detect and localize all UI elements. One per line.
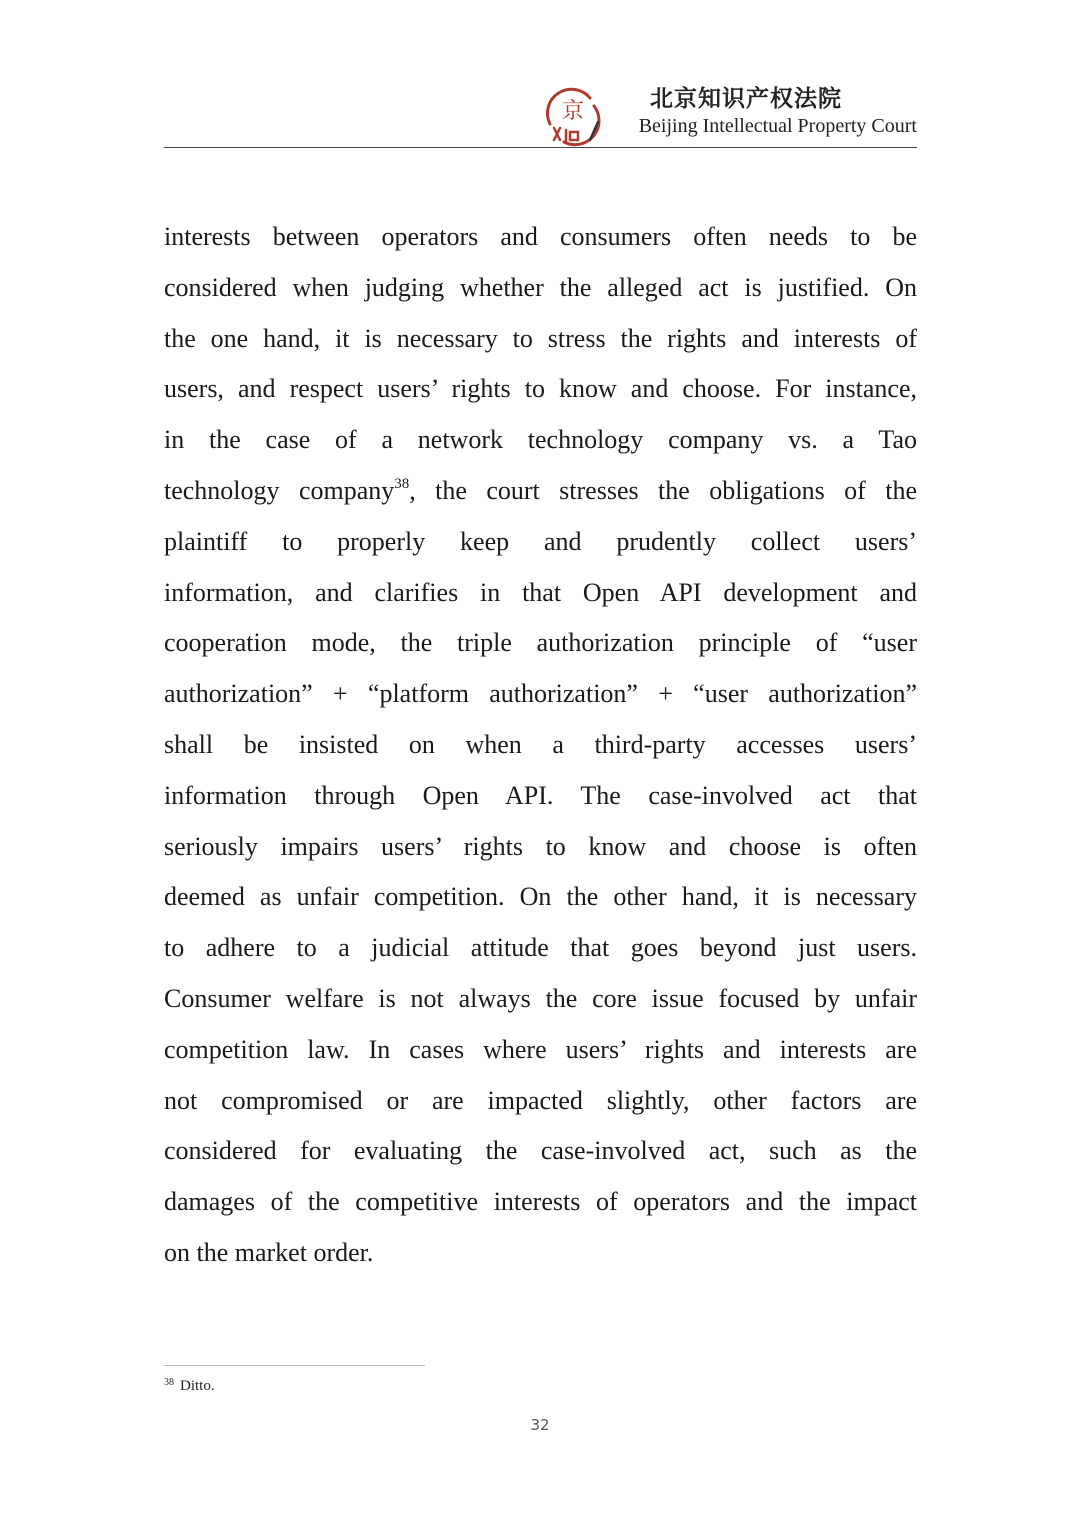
body-line-14: deemed as unfair competition. On the other hand, it is necessary — [164, 882, 917, 912]
body-line-21: on the market order. — [164, 1237, 374, 1267]
body-line-6 — [164, 466, 917, 517]
footnote-mark: 38 — [164, 1377, 174, 1388]
body-line-1: interests between operators and consumers often needs to be — [164, 222, 917, 251]
footnote-reference-38[interactable]: 38 — [394, 475, 410, 492]
body-line-7: plaintiff to properly keep and prudently collect users’ — [164, 526, 917, 556]
body-line-13: seriously impairs users’ rights to know and choose is often — [164, 831, 917, 861]
body-line-12: information through Open API. The case-involved act that — [164, 780, 917, 810]
body-line-20: damages of the competitive interests of operators and the impact — [164, 1187, 917, 1217]
body-line-4: users, and respect users’ rights to know and choose. For instance, — [164, 374, 917, 404]
logo-glyph: 京 — [561, 99, 585, 124]
body-line-6-start: technology company — [164, 475, 395, 505]
court-logo-icon — [540, 84, 604, 148]
body-paragraph — [164, 212, 917, 1279]
body-line-6-end: , the court stresses the obligations of the — [409, 475, 917, 505]
body-line-15: to adhere to a judicial attitude that goes beyond just users. — [164, 933, 917, 963]
footnote — [164, 1377, 215, 1395]
page-header — [164, 78, 917, 148]
body-line-17: competition law. In cases where users’ rights and interests are — [164, 1034, 917, 1064]
footnote-text: Ditto. — [180, 1378, 215, 1394]
footnote-divider — [164, 1365, 425, 1366]
court-name-chinese: 北京知识产权法院 — [650, 86, 842, 112]
body-line-3: the one hand, it is necessary to stress the rights and interests of — [164, 323, 917, 353]
body-line-2: considered when judging whether the alleged act is justified. On — [164, 272, 917, 302]
body-line-18: not compromised or are impacted slightly, other factors are — [164, 1085, 917, 1115]
court-name-english: Beijing Intellectual Property Court — [638, 115, 917, 137]
body-line-10: authorization” + “platform authorization” + “user authorization” — [164, 679, 917, 709]
body-line-11: shall be insisted on when a third-party accesses users’ — [164, 729, 917, 759]
body-line-16: Consumer welfare is not always the core issue focused by unfair — [164, 983, 917, 1013]
body-line-8: information, and clarifies in that Open API development and — [164, 577, 917, 607]
header-divider — [164, 147, 917, 148]
body-line-19: considered for evaluating the case-involved act, such as the — [164, 1136, 917, 1166]
page-number: 32 — [530, 1416, 550, 1434]
body-line-5: in the case of a network technology company vs. a Tao — [164, 425, 917, 455]
body-line-9: cooperation mode, the triple authorization principle of “user — [164, 628, 917, 658]
